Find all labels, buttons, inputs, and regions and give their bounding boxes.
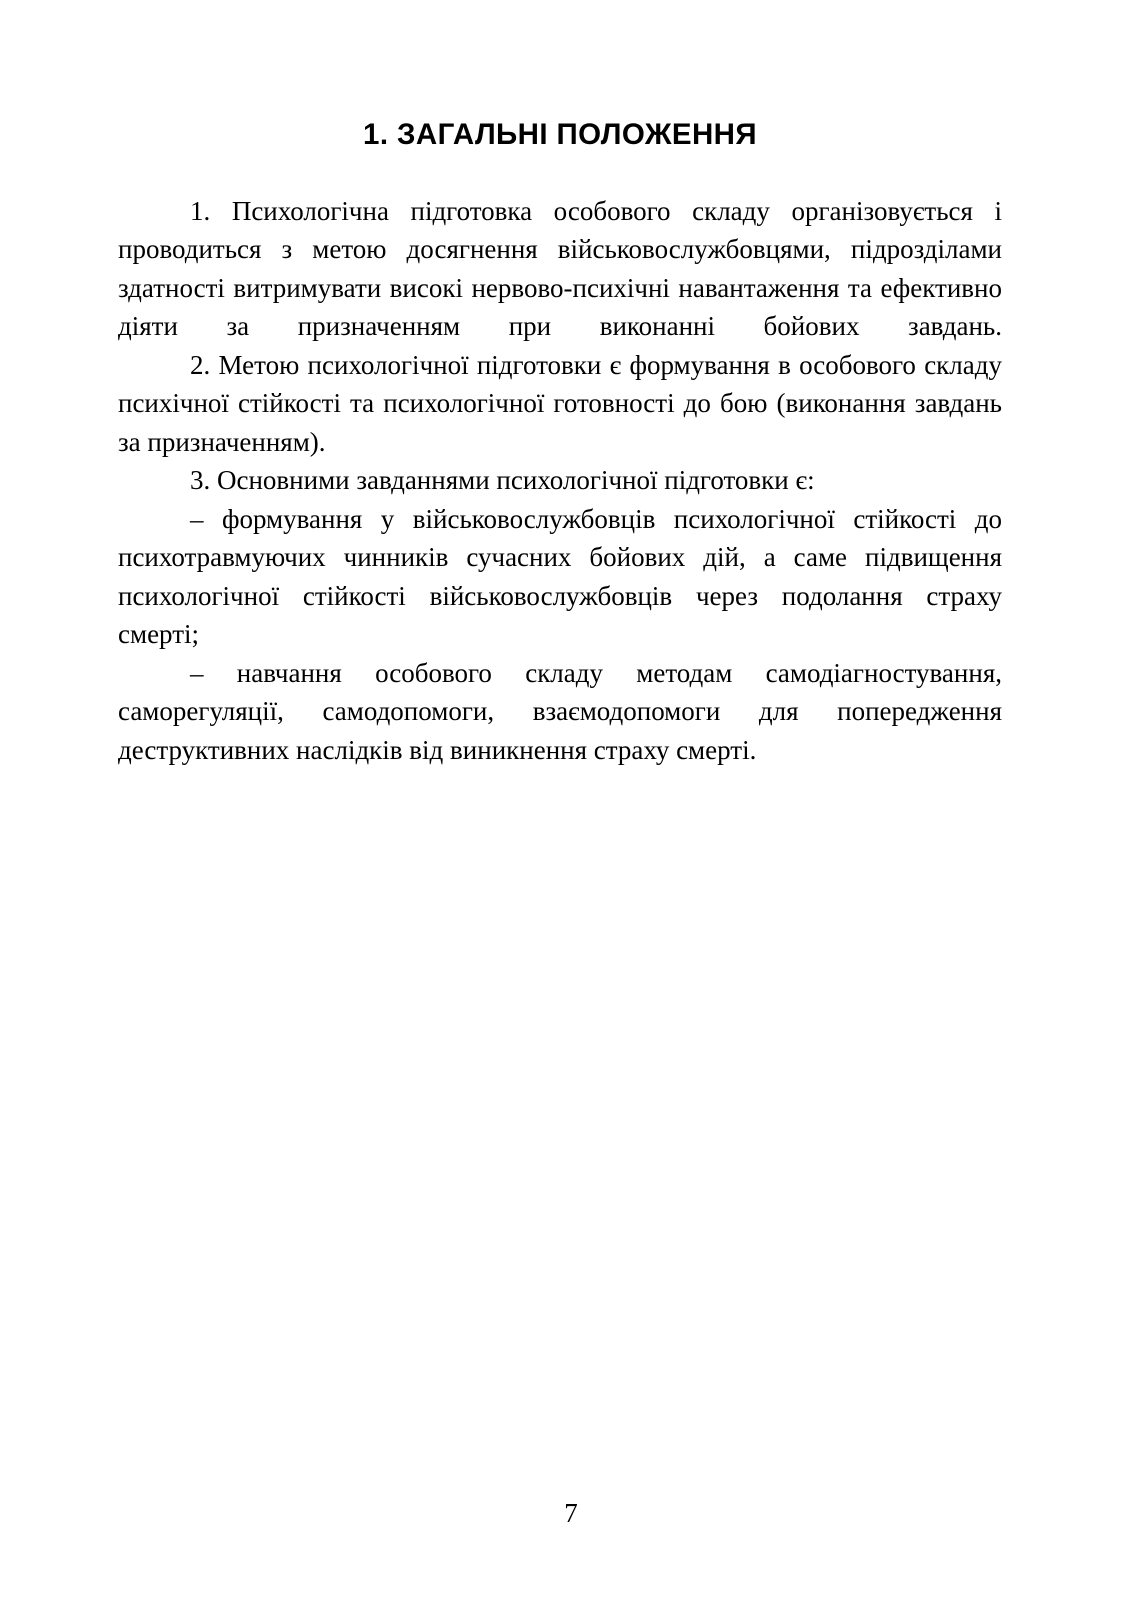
paragraph-5-bullet: – навчання особового складу методам самодіагностування, саморегуляції, самодопомоги, взаємодопомоги для попередження деструктивних наслідків від виникнення страху смерті. xyxy=(118,657,1002,765)
body-text-block xyxy=(118,192,1002,770)
page-title: 1. ЗАГАЛЬНІ ПОЛОЖЕННЯ xyxy=(363,118,757,151)
paragraph-2: 2. Метою психологічної підготовки є формування в особового складу психічної стійкості та психологічної готовності до бою (виконання завдань за призначенням). xyxy=(118,349,1002,457)
page-content xyxy=(118,0,1002,769)
paragraph-1: 1. Психологічна підготовка особового складу організовується і проводиться з метою досягнення військовослужбовцями, підрозділами здатності витримувати високі нервово-психічні навантаження та ефективно діяти за призначенням при виконанні бойових завдань. xyxy=(118,195,1002,342)
page-number: 7 xyxy=(564,1498,578,1528)
paragraph-4-bullet: – формування у військовослужбовців психологічної стійкості до психотравмуючих чинників сучасних бойових дій, а саме підвищення психологічної стійкості військовослужбовців через подолання страху смерті; xyxy=(118,503,1002,650)
paragraph-3: 3. Основними завданнями психологічної підготовки є: xyxy=(190,465,815,496)
